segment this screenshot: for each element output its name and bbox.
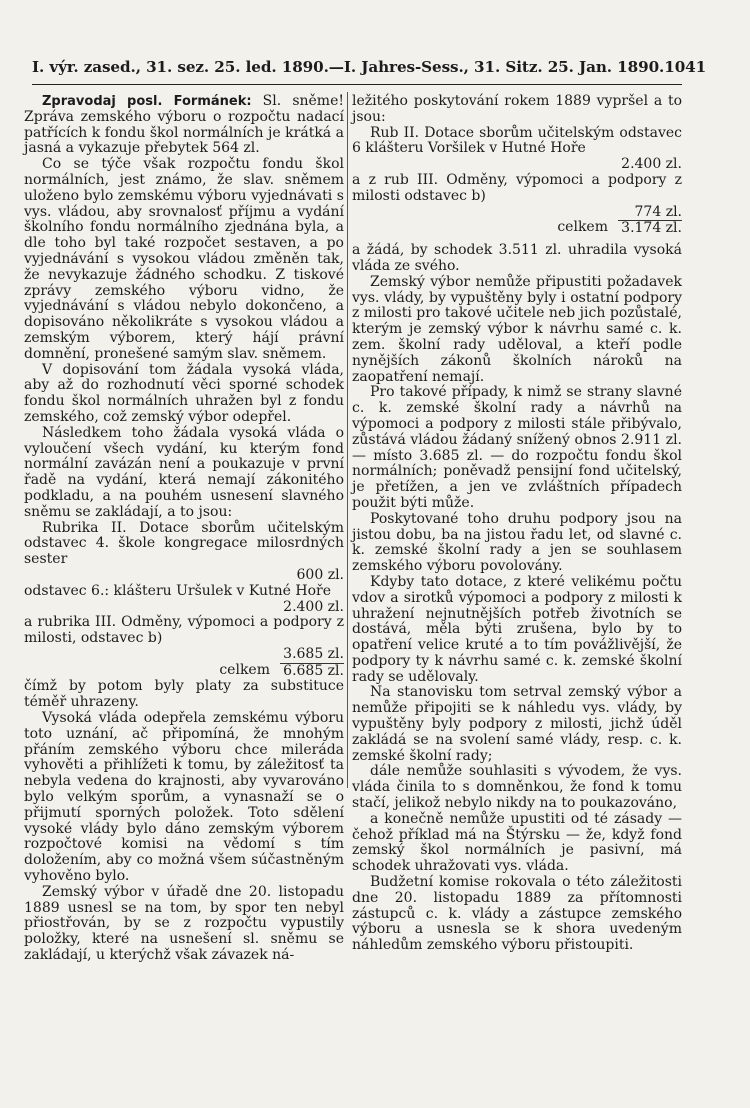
paragraph: Na stanovisku tom setrval zemský výbor a nemůže připojiti se k náhledu vys. vlády, by vypuštěny byly podpory z milosti, jichž úděl zakládá se na svolení samé vlády, resp. c. k. zemské školní rady;	[352, 684, 682, 764]
budget-item: Rub II. Dotace sborům učitelským odstavec 6 klášteru Voršilek v Hutné Hoře	[352, 124, 682, 157]
left-column	[24, 94, 344, 964]
right-column	[352, 94, 682, 954]
paragraph: Zpravodaj posl. Formánek: Sl. sněme! Zpráva zemského výboru o rozpočtu nadací patřících k fondu škol normálních je krátká a jasná a vykazuje přebytek 564 zl.	[24, 93, 344, 157]
paragraph: Poskytované toho druhu podpory jsou na jistou dobu, ba na jistou řadu let, od slavné c. k. zemské školní rady a jen se souhlasem zemského výboru povolovány.	[352, 510, 682, 575]
budget-amount: 600 zl.	[296, 566, 344, 583]
header-separator: —	[328, 58, 344, 76]
header-czech: I. výr. zased., 31. sez. 25. led. 1890.	[32, 58, 329, 76]
total-label: celkem	[557, 219, 608, 236]
paragraph: ležitého poskytování rokem 1889 vypršel a to jsou:	[352, 93, 682, 125]
paragraph: a žádá, by schodek 3.511 zl. uhradila vysoká vláda ze svého.	[352, 242, 682, 274]
budget-amount: 2.400 zl.	[621, 156, 682, 173]
budget-total	[352, 220, 682, 237]
paragraph: Vysoká vláda odepřela zemskému výboru toto uznání, ač připomíná, že mnohým přáním zemského výboru chce mileráda vyhověti a přihlížeti k tomu, by záležitosť ta nebyla vedena do krajnosti, aby vyvarováno bylo velkým sporům, a vynasnaží se o přijmutí sporných položek. Toto sdělení vysoké vlády bylo dáno zemským výborem rozpočtové komisi na vědomí s tím doložením, aby co možná všem súčastněným vyhověno bylo.	[24, 710, 344, 885]
budget-amount: 2.400 zl.	[283, 598, 344, 615]
budget-item: Rubrika II. Dotace sborům učitelským odstavec 4. škole kongregace milosrdných sester	[24, 519, 344, 568]
column-divider	[347, 92, 348, 788]
paragraph: čímž by potom byly platy za substituce téměř uhrazeny.	[24, 678, 344, 711]
paragraph: a konečně nemůže upustiti od té zásady — čehož příklad má na Štýrsku — že, když fond zemský škol normálních je pasivní, má schodek uhražovati vys. vláda.	[352, 810, 682, 875]
paragraph: Zemský výbor nemůže připustiti požadavek vys. vlády, by vypuštěny byly i ostatní podpory z milosti pro takové učitele neb jich pozůstalé, kterým je zemský výbor k návrhu samé c. k. zem. školní rady uděloval, a kteří podle nynějších zákonů školních nároků na zaopatření nemají.	[352, 273, 682, 385]
header-rule	[32, 84, 682, 85]
budget-item: a z rub III. Odměny, výpomoci a podpory z milosti odstavec b)	[352, 171, 682, 204]
paragraph: Budžetní komise rokovala o této záležitosti dne 20. listopadu 1889 za přítomnosti zástupců c. k. vlády a zástupce zemského výboru a usnesla se k shora uvedeným náhledům zemského výboru přistoupiti.	[352, 874, 682, 954]
total-value: 6.685 zl.	[280, 663, 344, 680]
total-label: celkem	[219, 661, 270, 678]
paragraph: Co se týče však rozpočtu fondu škol normálních, jest známo, že slav. sněmem uloženo bylo zemskému výboru vyjednávati s vys. vládou, aby srovnalosť příjmu a vydání školního fondu normálního zjednána byla, a dle toho byl také rozpočet sestaven, a po vyjednávání s vysokou vládou změněn tak, že nevykazuje žádného schodku. Z tiskové zprávy zemského výboru vidno, že vyjednávání s vládou nebylo dokončeno, a dopisováno několikráte s vysokou vládou a zemským výborem, který hájí právní domnění, pronešené samým slav. sněmem.	[24, 156, 344, 362]
budget-amount: 774 zl.	[634, 203, 682, 220]
paragraph: V dopisování tom žádala vysoká vláda, aby až do rozhodnutí věci sporné schodek fondu škol normálních uhražen byl z fondu zemského, což zemský výbor odepřel.	[24, 361, 344, 425]
budget-total	[24, 663, 344, 680]
paragraph: Kdyby tato dotace, z které velikému počtu vdov a sirotků výpomoci a podpory z milosti k uhražení nejnutnějších potřeb životních se dostává, měla býti zrušena, bylo by to opatření velice kruté a to tím povážlivější, že podpory ty k návrhu samé c. k. zemské školní rady se udělovaly.	[352, 573, 682, 685]
paragraph: Pro takové případy, k nimž se strany slavné c. k. zemské školní rady a návrhů na výpomoci a podpory z milosti stále přibývalo, zůstává vládou žádaný snížený obnos 2.911 zl. — místo 3.685 zl. — do rozpočtu fondu škol normálních; poněvadž pensijní fond učitelský, je přetížen, a jen ve zvláštních případech použit býti může.	[352, 384, 682, 511]
header-german: I. Jahres-Sess., 31. Sitz. 25. Jan. 1890.	[343, 58, 665, 76]
budget-item: a rubrika III. Odměny, výpomoci a podpory z milosti, odstavec b)	[24, 614, 344, 647]
running-header	[32, 58, 707, 76]
paragraph: Následkem toho žádala vysoká vláda o vyloučení všech vydání, ku kterým fond normální zavázán není a poukazuje v první řadě na vydání, která nemají zákonitého podkladu, a na pouhém usnesení slavného sněmu se zakládají, a to jsou:	[24, 424, 344, 520]
paragraph: Zemský výbor v úřadě dne 20. listopadu 1889 usnesl se na tom, by spor ten nebyl přiostřován, by se z rozpočtu vypustily položky, které na usnešení sl. sněmu se zakládají, u kterýchž však závazek ná-	[24, 883, 344, 964]
budget-amount: 3.685 zl.	[283, 645, 344, 662]
speaker-name: Zpravodaj posl. Formánek:	[42, 94, 252, 109]
paragraph: dále nemůže souhlasiti s vývodem, že vys. vláda činila to s domněnkou, že fond k tomu stačí, jelikož nebylo nikdy na to poukazováno,	[352, 763, 682, 812]
budget-item: odstavec 6.: klášteru Uršulek v Kutné Hoře	[24, 582, 332, 599]
page-number: 1041	[664, 58, 707, 76]
total-value: 3.174 zl.	[618, 220, 682, 237]
